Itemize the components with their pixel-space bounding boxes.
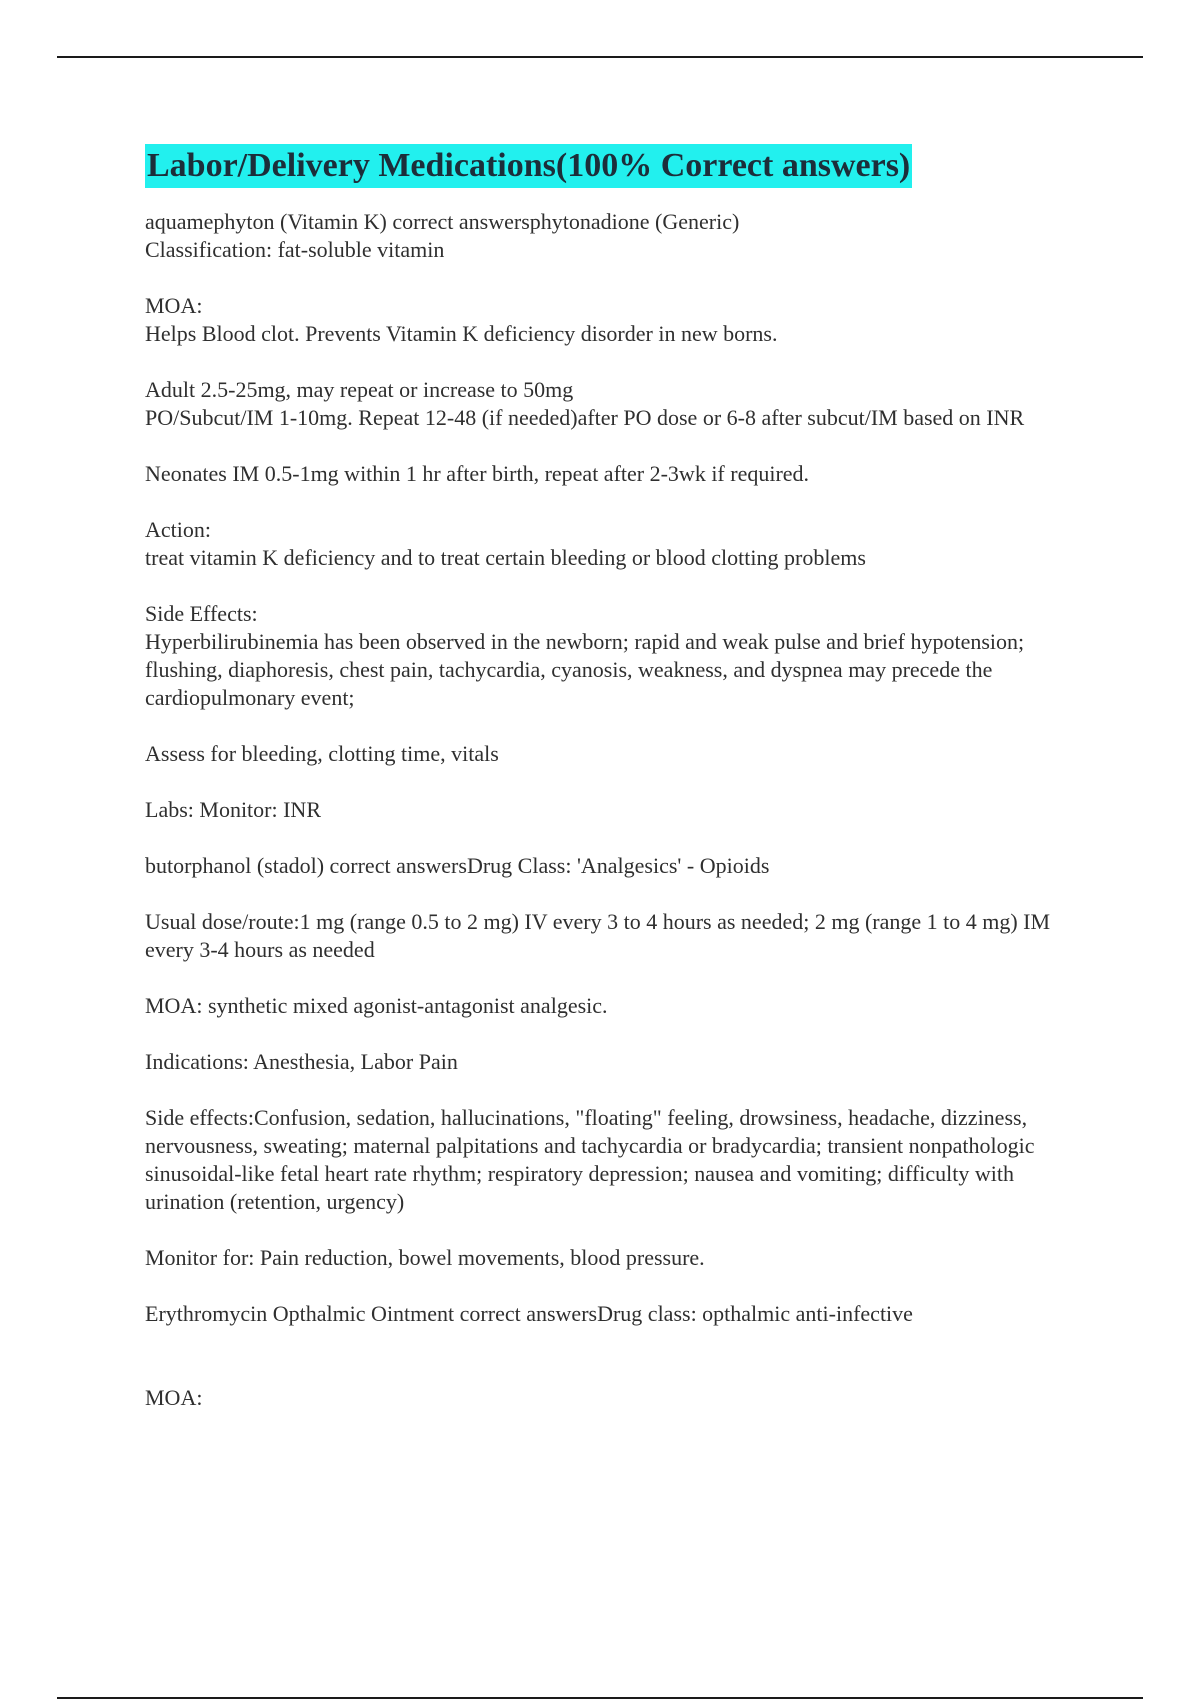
text-line: Hyperbilirubinemia has been observed in the newborn; rapid and weak pulse and brief hypotension; flushing, diaphoresis, chest pain, tachycardia, cyanosis, weakness, and dyspnea may precede the cardiopulmonary event;: [145, 629, 1025, 710]
text-line: treat vitamin K deficiency and to treat certain bleeding or blood clotting problems: [145, 545, 866, 570]
document-title: Labor/Delivery Medications(100% Correct answers): [145, 144, 912, 188]
text-line: Indications: Anesthesia, Labor Pain: [145, 1049, 458, 1074]
text-line: Adult 2.5-25mg, may repeat or increase to 50mg: [145, 377, 574, 402]
paragraph-butorphanol-moa: [145, 992, 1085, 1020]
blank-line: [145, 1356, 1085, 1384]
text-line: Assess for bleeding, clotting time, vitals: [145, 741, 499, 766]
text-line: Action:: [145, 517, 211, 542]
text-line: Neonates IM 0.5-1mg within 1 hr after birth, repeat after 2-3wk if required.: [145, 461, 810, 486]
paragraph-butorphanol-indications: [145, 1048, 1085, 1076]
paragraph-butorphanol-name: [145, 852, 1085, 880]
paragraph-erythromycin-moa: [145, 1384, 1085, 1412]
paragraph-butorphanol-monitor: [145, 1244, 1085, 1272]
paragraph-vitamin-k-moa: [145, 292, 1085, 348]
text-line: Usual dose/route:1 mg (range 0.5 to 2 mg) IV every 3 to 4 hours as needed; 2 mg (range 1 to 4 mg) IM every 3-4 hours as needed: [145, 909, 1051, 962]
text-line: PO/Subcut/IM 1-10mg. Repeat 12-48 (if needed)after PO dose or 6-8 after subcut/IM based on INR: [145, 405, 1025, 430]
paragraph-butorphanol-dose: [145, 908, 1085, 964]
text-line: Classification: fat-soluble vitamin: [145, 237, 445, 262]
text-line: butorphanol (stadol) correct answersDrug Class: 'Analgesics' - Opioids: [145, 853, 770, 878]
text-line: Monitor for: Pain reduction, bowel movements, blood pressure.: [145, 1245, 705, 1270]
paragraph-butorphanol-side-effects: [145, 1104, 1085, 1216]
text-line: MOA:: [145, 293, 203, 318]
text-line: aquamephyton (Vitamin K) correct answersphytonadione (Generic): [145, 209, 740, 234]
paragraph-vitamin-k-labs: [145, 796, 1085, 824]
paragraph-vitamin-k-name: [145, 208, 1085, 264]
text-line: Side Effects:: [145, 601, 258, 626]
paragraph-vitamin-k-neonate-dose: [145, 460, 1085, 488]
paragraph-vitamin-k-assess: [145, 740, 1085, 768]
text-line: Side effects:Confusion, sedation, hallucinations, "floating" feeling, drowsiness, headache, dizziness, nervousness, sweating; maternal palpitations and tachycardia or bradycardia; transient nonpathologic sinusoidal-like fetal heart rate rhythm; respiratory depression; nausea and vomiting; difficulty with urination (retention, urgency): [145, 1105, 1035, 1214]
document-text: [145, 208, 1085, 1412]
paragraph-erythromycin-name: [145, 1300, 1085, 1328]
top-rule: [57, 56, 1143, 58]
document-body: [145, 144, 1085, 1440]
text-line: MOA: synthetic mixed agonist-antagonist analgesic.: [145, 993, 608, 1018]
paragraph-vitamin-k-action: [145, 516, 1085, 572]
text-line: Labs: Monitor: INR: [145, 797, 321, 822]
text-line: MOA:: [145, 1385, 203, 1410]
paragraph-vitamin-k-adult-dose: [145, 376, 1085, 432]
bottom-rule: [57, 1697, 1143, 1699]
paragraph-vitamin-k-side-effects: [145, 600, 1085, 712]
text-line: Helps Blood clot. Prevents Vitamin K deficiency disorder in new borns.: [145, 321, 778, 346]
text-line: Erythromycin Opthalmic Ointment correct answersDrug class: opthalmic anti-infective: [145, 1301, 913, 1326]
